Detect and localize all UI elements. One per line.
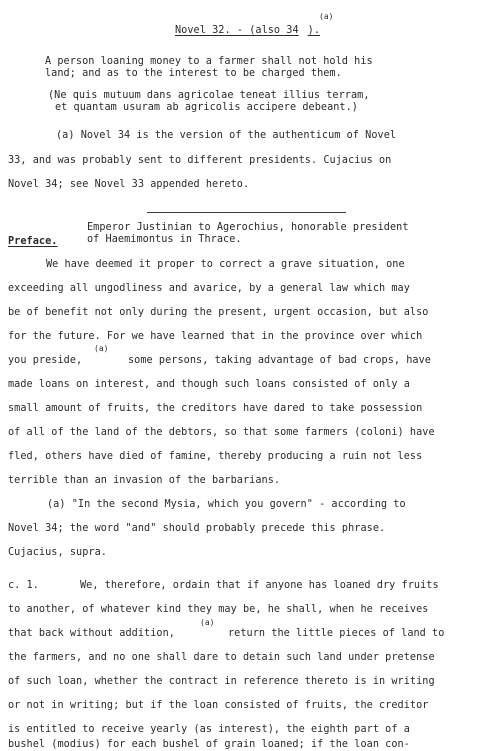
title-paren: (also 34 — [249, 25, 299, 36]
note-mid-line-3: Cujacius, supra. — [8, 547, 107, 558]
note-top-line-2: 33, and was probably sent to different presidents. Cujacius on — [8, 155, 392, 166]
summary-line-1: A person loaning money to a farmer shall not hold his — [45, 56, 373, 67]
latin-line-1: (Ne quis mutuum dans agricolae teneat illius terram, — [48, 90, 370, 101]
title-novel: Novel 32. - — [175, 25, 250, 36]
preface-line-9: fled, others have died of famine, thereby producing a ruin not less — [8, 451, 423, 462]
c1-line-3b: return the little pieces of land to — [228, 628, 445, 639]
preface-line-8: of all of the land of the debtors, so that some farmers (coloni) have — [8, 427, 435, 438]
note-mid-line-1: (a) "In the second Mysia, which you govern" - according to — [47, 499, 406, 510]
preface-label: Preface. — [8, 236, 58, 247]
preface-line-3: be of benefit not only during the present, urgent occasion, but also — [8, 307, 429, 318]
note-mid-line-2: Novel 34; the word "and" should probably precede this phrase. — [8, 523, 386, 534]
c1-line-6: or not in writing; but if the loan consisted of fruits, the creditor — [8, 700, 429, 711]
preface-line-5b: some persons, taking advantage of bad crops, have — [128, 355, 431, 366]
c1-line-3a: that back without addition, — [8, 628, 175, 639]
address-line-2: of Haemimontus in Thrace. — [87, 234, 242, 245]
page-title — [175, 25, 320, 37]
latin-line-2: et quantam usuram ab agricolis accipere debeant.) — [55, 102, 358, 113]
c1-line-4: the farmers, and no one shall dare to detain such land under pretense — [8, 652, 435, 663]
note-top-line-1: (a) Novel 34 is the version of the authenticum of Novel — [56, 130, 397, 141]
preface-line-7: small amount of fruits, the creditors have dared to take possession — [8, 403, 423, 414]
c1-line-8: bushel (modius) for each bushel of grain loaned; if the loan con- — [8, 739, 410, 750]
note-top-line-3: Novel 34; see Novel 33 appended hereto. — [8, 179, 250, 190]
c1-footnote-marker: (a) — [200, 618, 215, 627]
summary-line-2: land; and as to the interest to be charged them. — [45, 68, 342, 79]
c1-line-1: We, therefore, ordain that if anyone has loaned dry fruits — [80, 580, 439, 591]
preface-footnote-marker: (a) — [94, 344, 109, 353]
preface-line-6: made loans on interest, and though such loans consisted of only a — [8, 379, 410, 390]
c1-line-7: is entitled to receive yearly (as interest), the eighth part of a — [8, 724, 410, 735]
title-footnote-marker: (a) — [319, 12, 334, 21]
preface-line-1: We have deemed it proper to correct a grave situation, one — [46, 259, 405, 270]
preface-line-5a: you preside, — [8, 355, 83, 366]
c1-line-2: to another, of whatever kind they may be, he shall, when he receives — [8, 604, 429, 615]
preface-line-2: exceeding all ungodliness and avarice, by a general law which may — [8, 283, 410, 294]
address-line-1: Emperor Justinian to Agerochius, honorable president — [87, 222, 409, 233]
section-divider — [147, 212, 346, 213]
title-paren-close: ). — [307, 25, 321, 36]
chapter-label: c. 1. — [8, 580, 39, 591]
c1-line-5: of such loan, whether the contract in reference thereto is in writing — [8, 676, 435, 687]
preface-line-10: terrible than an invasion of the barbarians. — [8, 475, 281, 486]
preface-line-4: for the future. For we have learned that in the province over which — [8, 331, 423, 342]
